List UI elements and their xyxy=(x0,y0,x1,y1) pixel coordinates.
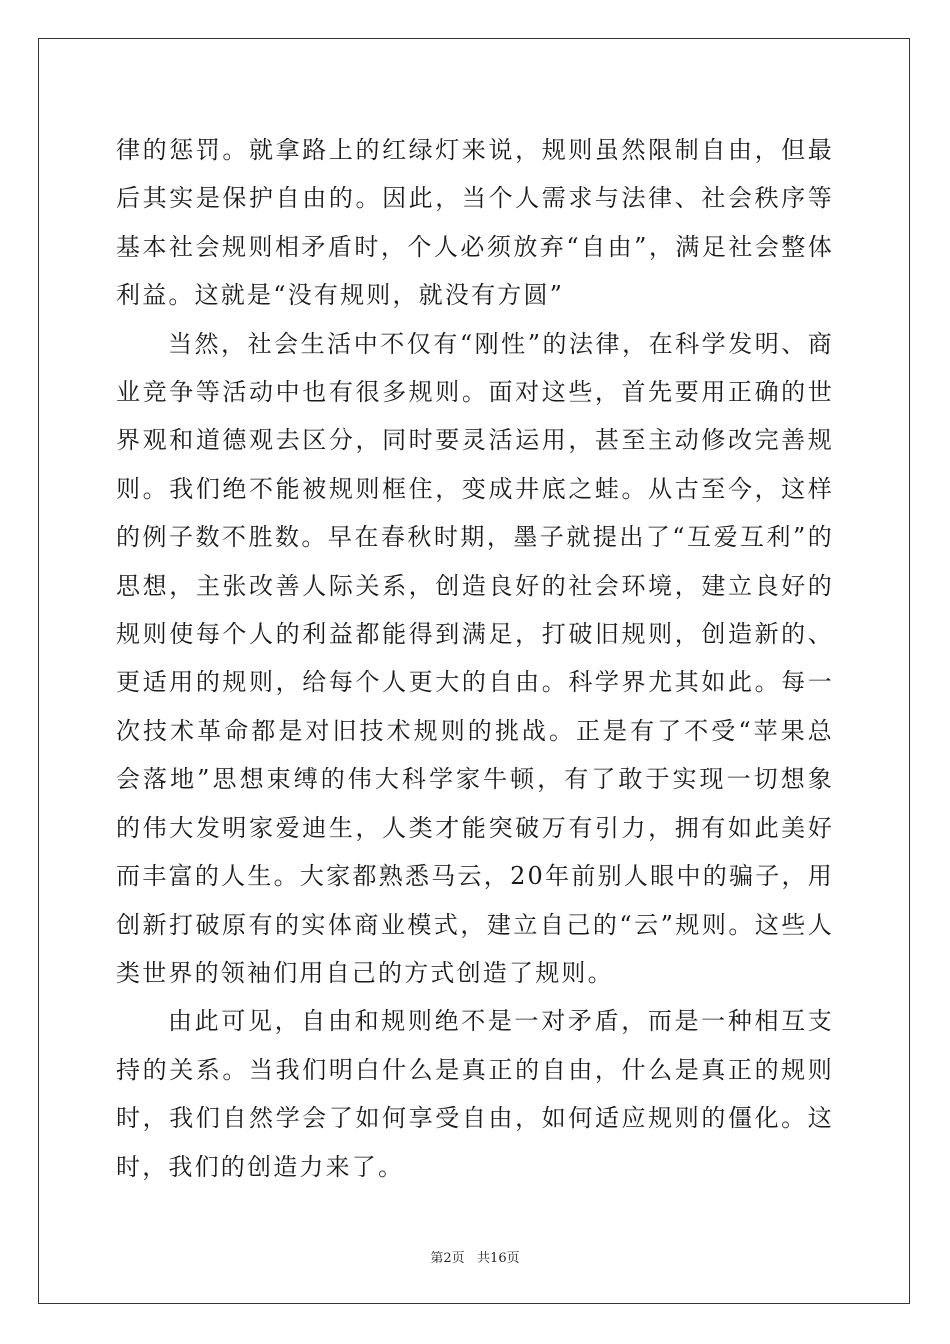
paragraph-rules-and-innovation: 当然，社会生活中不仅有“刚性”的法律，在科学发明、商业竞争等活动中也有很多规则。面对这些，首先要用正确的世界观和道德观去区分，同时要灵活运用，甚至主动修改完善规则。我们绝不能被规则框住，变成井底之蛙。从古至今，这样的例子数不胜数。早在春秋时期，墨子就提出了“互爱互利”的思想，主张改善人际关系，创造良好的社会环境，建立良好的规则使每个人的利益都能得到满足，打破旧规则，创造新的、更适用的规则，给每个人更大的自由。科学界尤其如此。每一次技术革命都是对旧技术规则的挑战。正是有了不受“苹果总会落地”思想束缚的伟大科学家牛顿，有了敢于实现一切想象的伟大发明家爱迪生，人类才能突破万有引力，拥有如此美好而丰富的人生。大家都熟悉马云，20年前别人眼中的骗子，用创新打破原有的实体商业模式，建立自己的“云”规则。这些人类世界的领袖们用自己的方式创造了规则。 xyxy=(116,329,834,987)
paragraph-continued: 律的惩罚。就拿路上的红绿灯来说，规则虽然限制自由，但最后其实是保护自由的。因此，当个人需求与法律、社会秩序等基本社会规则相矛盾时，个人必须放弃“自由”，满足社会整体利益。这就是“没有规则，就没有方圆” xyxy=(116,136,834,310)
document-body xyxy=(116,126,834,1191)
page-number-footer: 第2页 共16页 xyxy=(430,1251,520,1266)
paragraph-conclusion: 由此可见，自由和规则绝不是一对矛盾，而是一种相互支持的关系。当我们明白什么是真正的自由，什么是真正的规则时，我们自然学会了如何享受自由，如何适应规则的僵化。这时，我们的创造力来了。 xyxy=(116,1007,834,1181)
